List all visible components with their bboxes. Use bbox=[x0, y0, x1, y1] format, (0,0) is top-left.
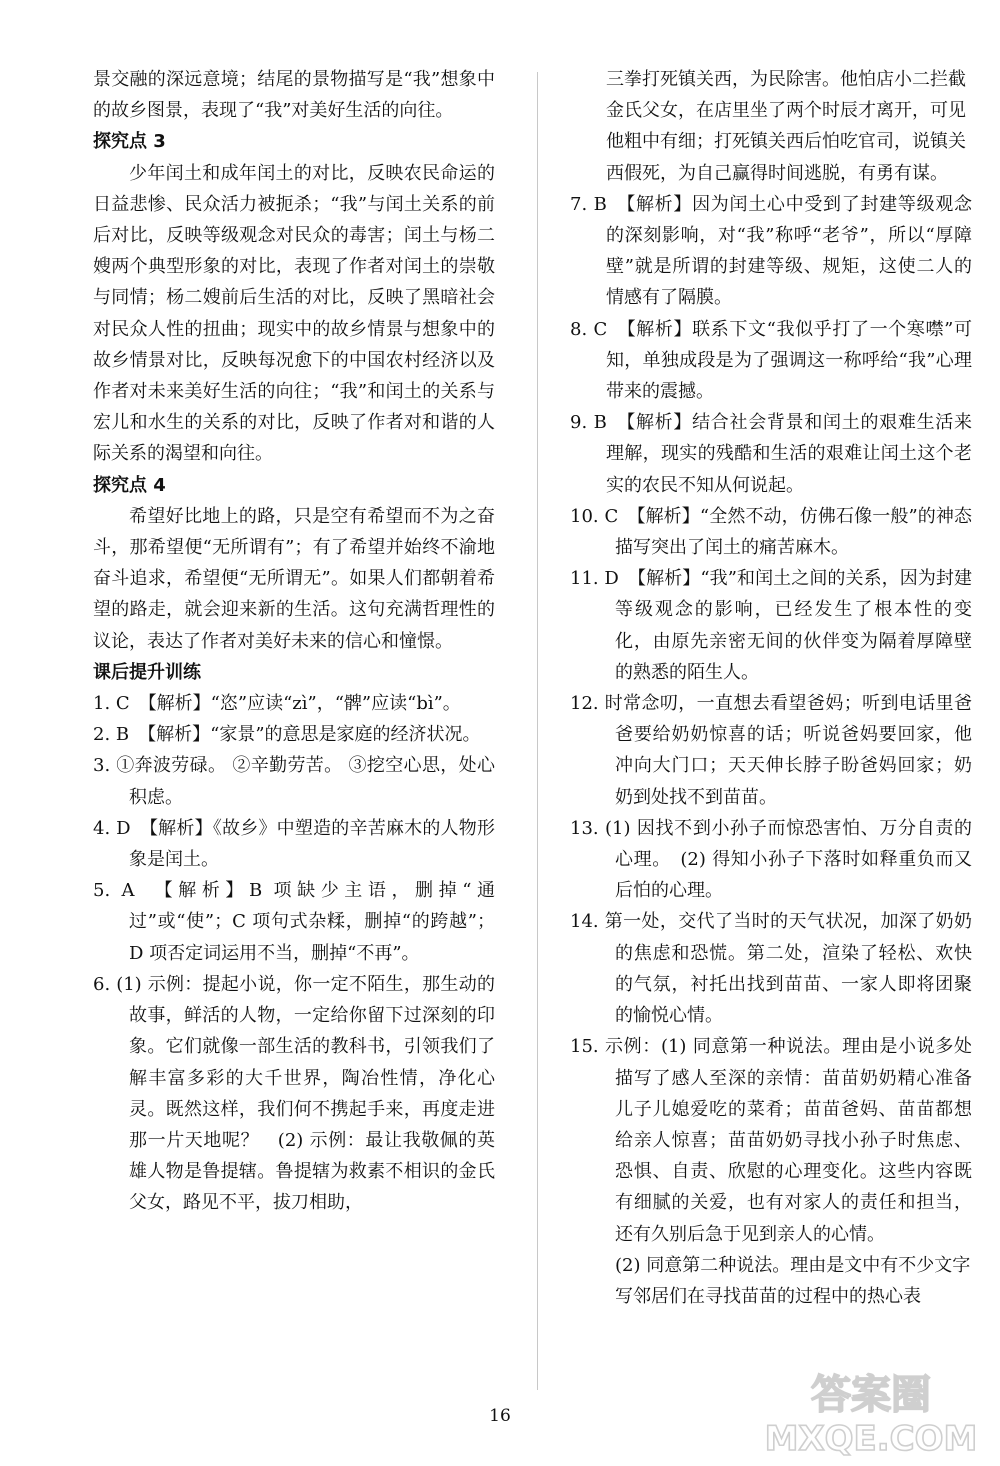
answer-13: 13. (1) 因找不到小孙子而惊恐害怕、万分自责的心理。 (2) 得知小孙子下落时如释重负而又后怕的心理。 bbox=[570, 817, 972, 902]
section-4-heading: 探究点 4 bbox=[93, 474, 166, 496]
answer-6-continuation: 三拳打死镇关西，为民除害。他怕店小二拦截金氏父女，在店里坐了两个时辰才离开，可见他粗中有细；打死镇关西后怕吃官司，说镇关西假死，为自己赢得时间逃脱，有勇有谋。 bbox=[606, 69, 966, 184]
column-divider bbox=[537, 72, 538, 1390]
answer-1: 1. C 【解析】“恣”应读“zì”，“髀”应读“bì”。 bbox=[93, 693, 461, 715]
answer-5: 5. A 【解析】B 项缺少主语，删掉“通过”或“使”；C 项句式杂糅，删掉“的跨越”；D 项否定词运用不当，删掉“不再”。 bbox=[93, 880, 495, 964]
section-3-heading: 探究点 3 bbox=[93, 131, 166, 153]
left-column bbox=[93, 64, 495, 1219]
answer-2: 2. B 【解析】“家景”的意思是家庭的经济状况。 bbox=[93, 724, 481, 746]
answer-3: 3. ①奔波劳碌。 ②辛勤劳苦。 ③挖空心思，处心积虑。 bbox=[93, 755, 495, 808]
page-number: 16 bbox=[489, 1406, 511, 1426]
answer-9: 9. B 【解析】结合社会背景和闰土的艰难生活来理解，现实的残酷和生活的艰难让闰土这个老实的农民不知从何说起。 bbox=[570, 412, 972, 496]
intro-paragraph: 景交融的深远意境；结尾的景物描写是“我”想象中的故乡图景，表现了“我”对美好生活的向往。 bbox=[93, 69, 495, 122]
answer-15: 15. 示例：(1) 同意第一种说法。理由是小说多处描写了感人至深的亲情：苗苗奶奶精心准备儿子儿媳爱吃的菜肴；苗苗爸妈、苗苗都想给亲人惊喜；苗苗奶奶寻找小孙子时焦虑、恐惧、自责、欣慰的心理变化。这些内容既有细腻的关爱，也有对家人的责任和担当，还有久别后急于见到亲人的心情。 bbox=[570, 1036, 972, 1245]
training-heading: 课后提升训练 bbox=[93, 661, 201, 683]
right-column bbox=[570, 64, 972, 1312]
answer-10: 10. C 【解析】“全然不动，仿佛石像一般”的神态描写突出了闰土的痛苦麻木。 bbox=[570, 505, 972, 559]
answer-14: 14. 第一处，交代了当时的天气状况，加深了奶奶的焦虑和恐慌。第二处，渲染了轻松、欢快的气氛，衬托出找到苗苗、一家人即将团聚的愉悦心情。 bbox=[570, 911, 972, 1027]
watermark-logo bbox=[756, 1366, 986, 1458]
answer-12: 12. 时常念叨，一直想去看望爸妈；听到电话里爸爸要给奶奶惊喜的话；听说爸妈要回家，他冲向大门口；天天伸长脖子盼爸妈回家；奶奶到处找不到苗苗。 bbox=[570, 693, 972, 808]
watermark-bottom-text: MXQE.COM bbox=[764, 1419, 978, 1458]
section-3-text: 少年闰土和成年闰土的对比，反映农民命运的日益悲惨、民众活力被扼杀；“我”与闰土关系的前后对比，反映等级观念对民众的毒害；闰土与杨二嫂两个典型形象的对比，表现了作者对闰土的崇敬与同情；杨二嫂前后生活的对比，反映了黑暗社会对民众人性的扭曲；现实中的故乡情景与想象中的故乡情景对比，反映每况愈下的中国农村经济以及作者对未来美好生活的向往；“我”和闰土的关系与宏儿和水生的关系的对比，反映了作者对和谐的人际关系的渴望和向往。 bbox=[93, 162, 495, 465]
section-4-text: 希望好比地上的路，只是空有希望而不为之奋斗，那希望便“无所谓有”；有了希望并始终不渝地奋斗追求，希望便“无所谓无”。如果人们都朝着希望的路走，就会迎来新的生活。这句充满哲理性的议论，表达了作者对美好未来的信心和憧憬。 bbox=[93, 505, 495, 652]
watermark-top-text: 答案圈 bbox=[811, 1372, 931, 1418]
answer-6: 6. (1) 示例：提起小说，你一定不陌生，那生动的故事，鲜活的人物，一定给你留下过深刻的印象。它们就像一部生活的教科书，引领我们了解丰富多彩的大千世界，陶冶性情，净化心灵。既然这样，我们何不携起手来，再度走进那一片天地呢？ (2) 示例：最让我敬佩的英雄人物是鲁提辖。鲁提辖为救素不相识的金氏父女，路见不平，拔刀相助， bbox=[93, 973, 495, 1214]
answer-15-part-2: (2) 同意第二种说法。理由是文中有不少文字写邻居们在寻找苗苗的过程中的热心表 bbox=[615, 1254, 971, 1307]
answer-4: 4. D 【解析】《故乡》中塑造的辛苦麻木的人物形象是闰土。 bbox=[93, 817, 495, 871]
answer-7: 7. B 【解析】因为闰土心中受到了封建等级观念的深刻影响，对“我”称呼“老爷”，所以“厚障壁”就是所谓的封建等级、规矩，这使二人的情感有了隔膜。 bbox=[570, 193, 972, 309]
answer-11: 11. D 【解析】“我”和闰土之间的关系，因为封建等级观念的影响，已经发生了根本性的变化，由原先亲密无间的伙伴变为隔着厚障壁的熟悉的陌生人。 bbox=[570, 568, 972, 683]
answer-8: 8. C 【解析】联系下文“我似乎打了一个寒噤”可知，单独成段是为了强调这一称呼给“我”心理带来的震撼。 bbox=[570, 318, 972, 403]
